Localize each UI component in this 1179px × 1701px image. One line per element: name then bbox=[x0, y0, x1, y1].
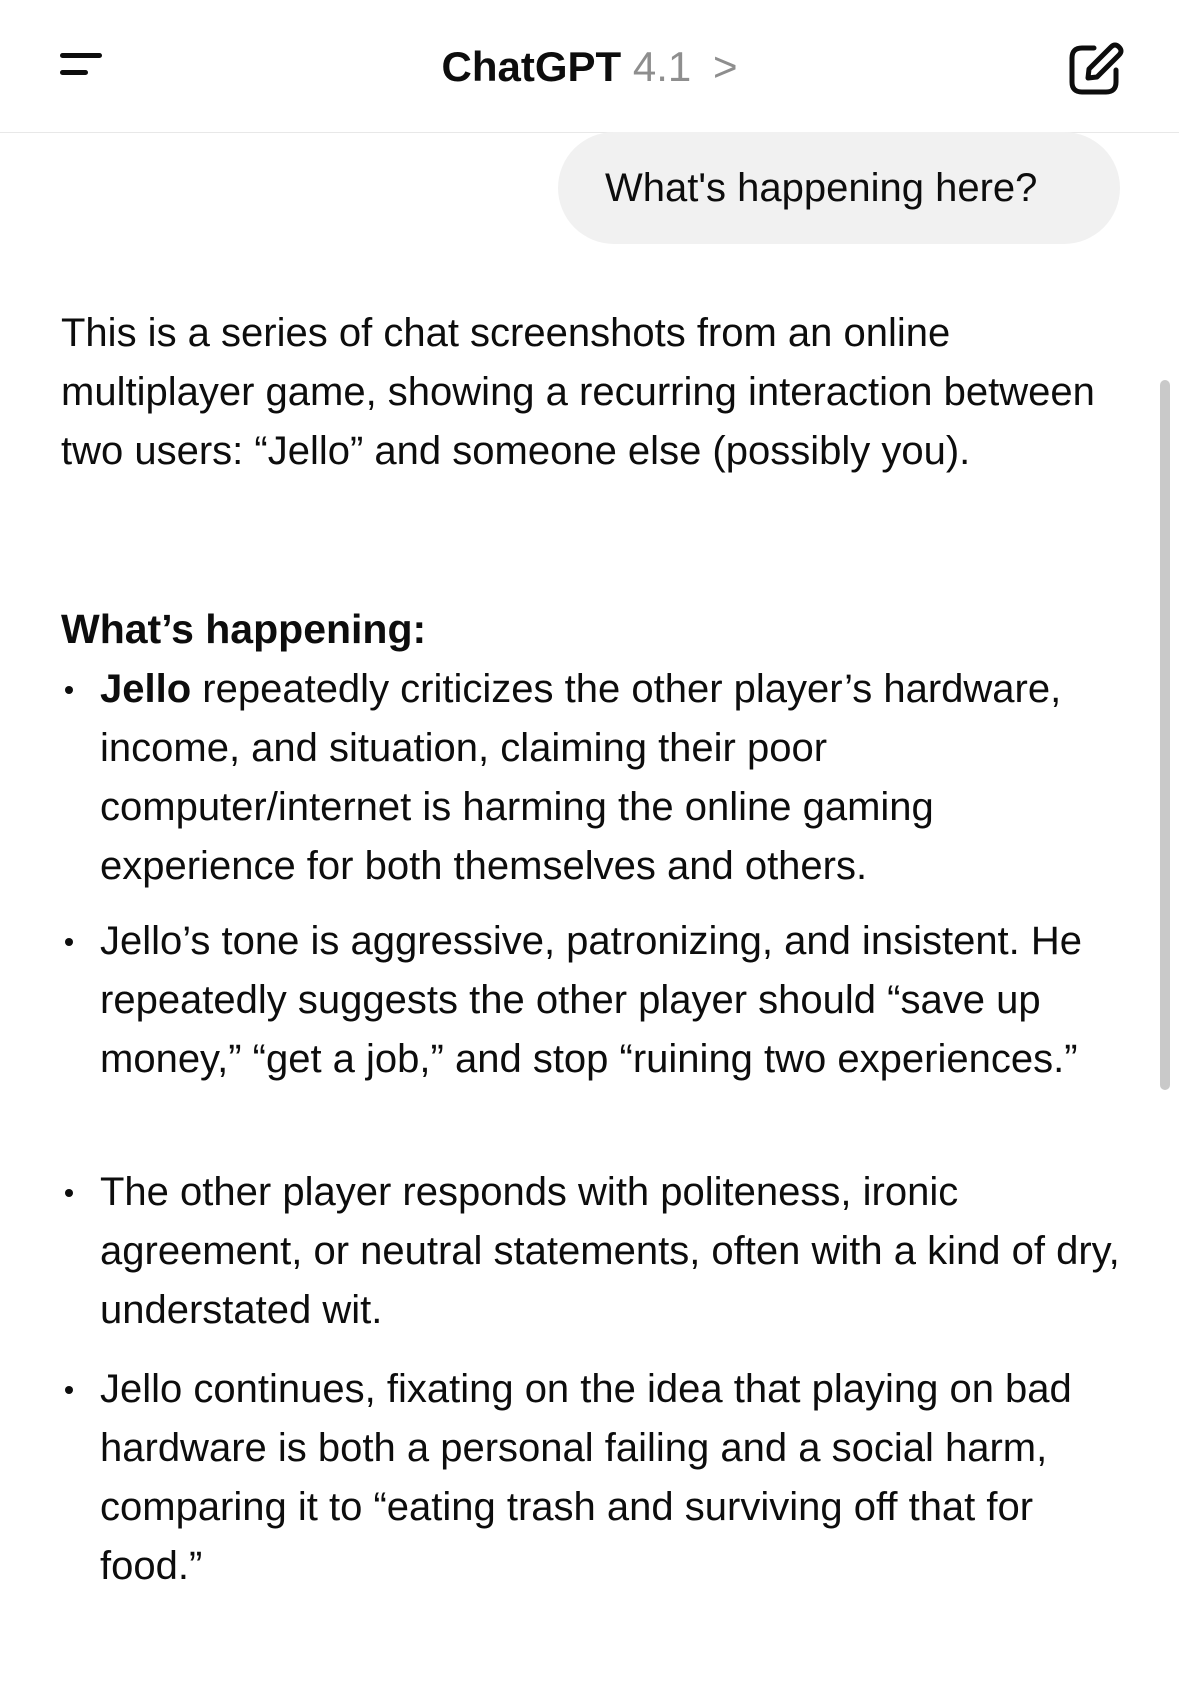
model-version: 4.1 bbox=[632, 43, 692, 90]
list-item bbox=[61, 1360, 1121, 1596]
bullet-icon bbox=[65, 938, 73, 946]
response-intro: This is a series of chat screenshots from an online multiplayer game, showing a recurring interaction between two users: “Jello” and someone else (possibly you). bbox=[61, 311, 1095, 473]
list-item bbox=[61, 912, 1121, 1089]
app-title: ChatGPT bbox=[441, 43, 622, 90]
list-item bbox=[61, 660, 1121, 896]
top-bar bbox=[0, 0, 1179, 133]
bullet-icon bbox=[65, 1386, 73, 1394]
list-item-text: Jello continues, fixating on the idea that playing on bad hardware is both a personal failing and a social harm, comparing it to “eating trash and surviving off that for food.” bbox=[100, 1367, 1072, 1588]
assistant-response bbox=[61, 304, 1121, 1588]
user-message-bubble: What's happening here? bbox=[558, 132, 1120, 244]
chevron-right-icon: > bbox=[712, 43, 738, 90]
new-chat-icon[interactable] bbox=[1064, 38, 1126, 100]
bold-name: Jello bbox=[100, 667, 192, 711]
list-item bbox=[61, 1163, 1121, 1340]
bullet-icon bbox=[65, 1189, 73, 1197]
response-heading: What’s happening: bbox=[61, 606, 427, 652]
list-item-text: The other player responds with politeness, ironic agreement, or neutral statements, often with a kind of dry, understated wit. bbox=[100, 1170, 1120, 1332]
scrollbar[interactable] bbox=[1160, 380, 1170, 1090]
model-selector[interactable] bbox=[0, 42, 1179, 92]
list-item-text: Jello’s tone is aggressive, patronizing, and insistent. He repeatedly suggests the other player should “save up money,” “get a job,” and stop “ruining two experiences.” bbox=[100, 919, 1083, 1081]
bullet-icon bbox=[65, 686, 73, 694]
list-item-text: repeatedly criticizes the other player’s hardware, income, and situation, claiming their poor computer/internet is harming the online gaming experience for both themselves and others. bbox=[100, 667, 1062, 888]
